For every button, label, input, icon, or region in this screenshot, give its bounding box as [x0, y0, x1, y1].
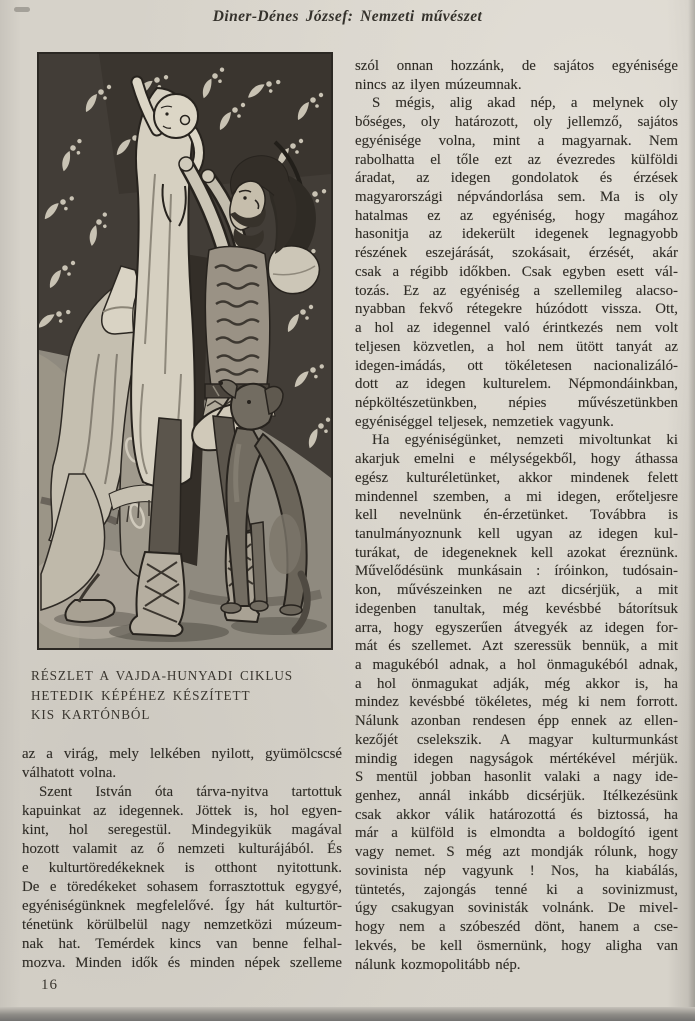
text-line: hasonitja az idekerült idegenek legnagyobb: [355, 226, 678, 243]
page-number: 16: [41, 977, 58, 993]
text-line: kapuinkat az idegennek. Jöttek is, hol egyen-: [22, 803, 342, 819]
embroidered-tunic: [205, 247, 269, 391]
text-line: egyénisége volna, mint a magyarnak. Nem: [355, 132, 678, 149]
text-line: az a virág, mely lelkében nyilott, gyümölcscsé: [22, 746, 342, 762]
text-line: részének eszejárását, szokásait, érzését, akár: [355, 245, 678, 262]
text-line: mindennel szemben, a mi idegen, erőteljesre: [355, 488, 678, 505]
text-line: idegen-imádás, ott tökéletesen nacionalizáló-: [355, 357, 678, 374]
text-line: nincs az ilyen múzeumnak.: [355, 76, 522, 93]
text-line: nak hat. Temérdek kincs van benne felhal-: [22, 936, 342, 952]
text-line: csak akkor válik határozottá és biztossá, ha: [355, 806, 678, 823]
text-line: mozva. Minden idők és minden népek szelleme: [22, 955, 342, 971]
text-line: mát és szellemet. Azt szeressük bennük, a mit: [355, 638, 678, 655]
text-line: teljesen közvetlen, a hol nem ütött tanyát az: [355, 338, 678, 355]
text-line: szól onnan hozzánk, de sajátos egyénisége: [355, 58, 678, 74]
text-line: genhez, annál inkább dicsérjük. Itélkezésünk: [355, 788, 678, 805]
text-line: Művelődésünk munkásain : íróinkon, tudósain-: [355, 563, 678, 580]
text-line: tüntetés, zajongás tenné ki a sovinizmust,: [355, 881, 678, 898]
text-line: magyarországi népvándorlása sem. Ma is oly: [355, 189, 678, 206]
text-line: Ha egyéniségünket, nemzeti mivoltunkat ki: [372, 432, 678, 449]
text-line: a hol önmagukat adják, még akkor is, ha: [355, 675, 678, 692]
illustration-frame: [37, 52, 333, 650]
text-line: arra, hogy egyszerűen átvegyék az idegen for-: [355, 619, 678, 636]
illustration-vajda-hunyad-cartoon: [39, 54, 331, 648]
running-header: Diner-Dénes József: Nemzeti művészet: [212, 8, 483, 25]
text-line: mindez kevésbbé tökéletes, még ki nem forrott.: [355, 694, 678, 711]
text-line: a hol az idegennel való érintkezés nem volt: [355, 320, 678, 337]
text-line: kezőjét cselekszik. A magyar kulturmunkást: [355, 731, 678, 748]
text-line: turákat, de idegeneknek kell azokat éreznünk.: [355, 544, 678, 561]
text-line: dott az idegen kulturelem. Népmondáinkban,: [355, 376, 678, 393]
text-line: csak a régibb időkben. Csak egyben esett vál-: [355, 263, 678, 280]
figure-caption-line: HETEDIK KÉPÉHEZ KÉSZÍTETT: [31, 687, 251, 703]
text-line: nyabban fekvő rétegekre húzódott vissza. Ott,: [355, 301, 678, 318]
text-line: Szent István óta tárva-nyitva tartottuk: [39, 784, 342, 800]
scan-edge-right: [688, 0, 695, 1021]
text-line: tozás. Ez az egyéniség a szellemileg alacso-: [355, 282, 678, 299]
text-line: már a külföld is elmondta a boldogító igent: [355, 825, 678, 842]
right-text-column: [355, 57, 678, 974]
text-line: kell nevelnünk én-érzetünket. Továbbra is: [355, 507, 678, 524]
text-line: nálunk kozmopolitább nép.: [355, 956, 521, 973]
text-line: mindig idegen nagyságok mértékével mérjük.: [355, 750, 678, 767]
text-line: De e töredékeket sohasem forrasztottuk egygyé,: [22, 879, 342, 895]
text-line: rabolhatta el tőle ezt az évezredes külföldi: [355, 151, 678, 168]
left-text-column: [22, 745, 342, 973]
text-line: Nálunk azonban rendesen épp ennek az ellen-: [355, 713, 678, 730]
text-line: hogy nem a szóbeszéd dönt, hanem a cse-: [355, 919, 678, 936]
scan-edge-bottom: [0, 1007, 695, 1021]
text-line: sovinista nép vagyunk ! Nos, ha kiabálás,: [355, 862, 678, 879]
text-line: népköltészetünkben, népies művészetünkben: [355, 394, 678, 411]
text-line: kon, művészeinken ne azt dicsérjük, a mit: [355, 582, 678, 599]
text-line: S mentül jobban hasonlit valaki a nagy ide-: [355, 769, 678, 786]
text-line: lekvés, be kell ösmernünk, hogy aligha van: [355, 937, 678, 954]
text-line: válhatott volna.: [22, 765, 117, 781]
text-line: e kulturtöredékeknek is otthont nyitottunk.: [22, 860, 342, 876]
text-line: vagy nemet. S még azt mondják rólunk, hogy: [355, 844, 678, 861]
figure-caption-line: KIS KARTÓNBÓL: [31, 707, 151, 722]
text-line: idegenben tanultak, még kevésbbé bátorítsuk: [355, 600, 678, 617]
text-line: áradat, az idegen gondolatok és érzések: [355, 170, 678, 187]
text-line: bőséges, oly határozott, oly jellemző, sajátos: [355, 114, 678, 131]
baby-head: [154, 94, 198, 138]
text-line: S mégis, alig akad nép, a melynek oly: [372, 95, 678, 112]
text-line: egyéniséggel teljesek, nemzetiek vagyunk.: [355, 413, 614, 430]
figure-caption-line: RÉSZLET A VAJDA-HUNYADI CIKLUS: [31, 668, 293, 683]
text-line: kint, hol seregestül. Mindegyikük magával: [22, 822, 342, 838]
text-line: tanulmányoznunk kell ugyan az idegen kul-: [355, 525, 678, 542]
text-line: úgy csakugyan sovinisták volnánk. De mivel-: [355, 900, 678, 917]
text-line: a magukéból adnak, a hol önmagukéból adnak,: [355, 657, 678, 673]
text-line: egész kulturéletünket, akkor mindenek felett: [355, 469, 678, 486]
text-line: hozott valamit az ő nemzeti kulturájából. És: [22, 841, 342, 857]
text-line: ténetünk körülbelül nagy nemzetközi múzeum-: [22, 917, 342, 933]
text-line: akarjuk emelni e mélységekből, hogy áthassa: [355, 451, 678, 468]
text-line: hatalmas ez az egyéniség, hogy magához: [355, 207, 678, 224]
figure-caption: [31, 666, 339, 725]
text-line: egyéniségünknek megfelelővé. Így hát kulturtör-: [22, 898, 342, 914]
